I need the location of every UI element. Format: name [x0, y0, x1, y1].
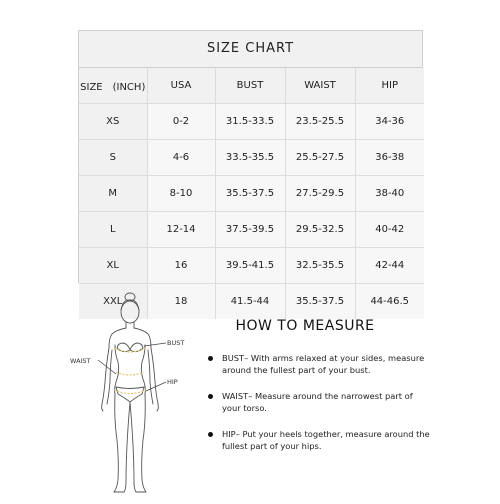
cell-bust: 33.5-35.5: [215, 140, 285, 176]
header-size: SIZE (INCH): [79, 68, 147, 104]
list-item: [206, 428, 432, 452]
bullet-icon: [208, 432, 213, 437]
cell-size: XL: [79, 248, 147, 284]
cell-bust: 35.5-37.5: [215, 176, 285, 212]
cell-usa: 18: [147, 284, 215, 320]
header-waist: WAIST: [285, 68, 355, 104]
header-hip: HIP: [355, 68, 424, 104]
cell-usa: 8-10: [147, 176, 215, 212]
cell-waist: 32.5-35.5: [285, 248, 355, 284]
header-bust: BUST: [215, 68, 285, 104]
cell-size: M: [79, 176, 147, 212]
cell-size: S: [79, 140, 147, 176]
list-item: [206, 390, 432, 414]
cell-size: XXL: [79, 284, 147, 320]
bullet-icon: [208, 394, 213, 399]
cell-bust: 39.5-41.5: [215, 248, 285, 284]
cell-size: L: [79, 212, 147, 248]
table-row: [79, 212, 424, 248]
cell-size: XS: [79, 104, 147, 140]
bust-label: BUST: [167, 339, 185, 347]
cell-bust: 41.5-44: [215, 284, 285, 320]
header-usa: USA: [147, 68, 215, 104]
how-to-measure-title: HOW TO MEASURE: [235, 318, 375, 334]
cell-waist: 27.5-29.5: [285, 176, 355, 212]
cell-hip: 42-44: [355, 248, 424, 284]
measure-instructions: [206, 352, 432, 466]
cell-usa: 12-14: [147, 212, 215, 248]
body-figure: [60, 290, 190, 500]
table-row: [79, 176, 424, 212]
hip-instruction: HIP– Put your heels together, measure around the fullest part of your hips.: [222, 429, 430, 451]
cell-hip: 38-40: [355, 176, 424, 212]
cell-waist: 23.5-25.5: [285, 104, 355, 140]
bullet-icon: [208, 356, 213, 361]
size-chart-title: SIZE CHART: [79, 31, 422, 68]
cell-bust: 31.5-33.5: [215, 104, 285, 140]
bust-instruction: BUST– With arms relaxed at your sides, measure around the fullest part of your bust.: [222, 353, 425, 375]
list-item: [206, 352, 432, 376]
table-row: [79, 248, 424, 284]
table-row: [79, 104, 424, 140]
cell-waist: 35.5-37.5: [285, 284, 355, 320]
waist-label: WAIST: [70, 357, 91, 365]
cell-usa: 16: [147, 248, 215, 284]
cell-usa: 0-2: [147, 104, 215, 140]
cell-hip: 36-38: [355, 140, 424, 176]
size-chart: [78, 30, 423, 307]
hip-label: HIP: [167, 378, 178, 386]
table-row: [79, 140, 424, 176]
cell-waist: 25.5-27.5: [285, 140, 355, 176]
cell-hip: 44-46.5: [355, 284, 424, 320]
size-table: [79, 68, 424, 319]
cell-waist: 29.5-32.5: [285, 212, 355, 248]
body-outline-illustration: [60, 290, 190, 500]
cell-hip: 40-42: [355, 212, 424, 248]
cell-bust: 37.5-39.5: [215, 212, 285, 248]
cell-hip: 34-36: [355, 104, 424, 140]
cell-usa: 4-6: [147, 140, 215, 176]
waist-instruction: WAIST– Measure around the narrowest part of your torso.: [222, 391, 413, 413]
table-header-row: [79, 68, 424, 104]
